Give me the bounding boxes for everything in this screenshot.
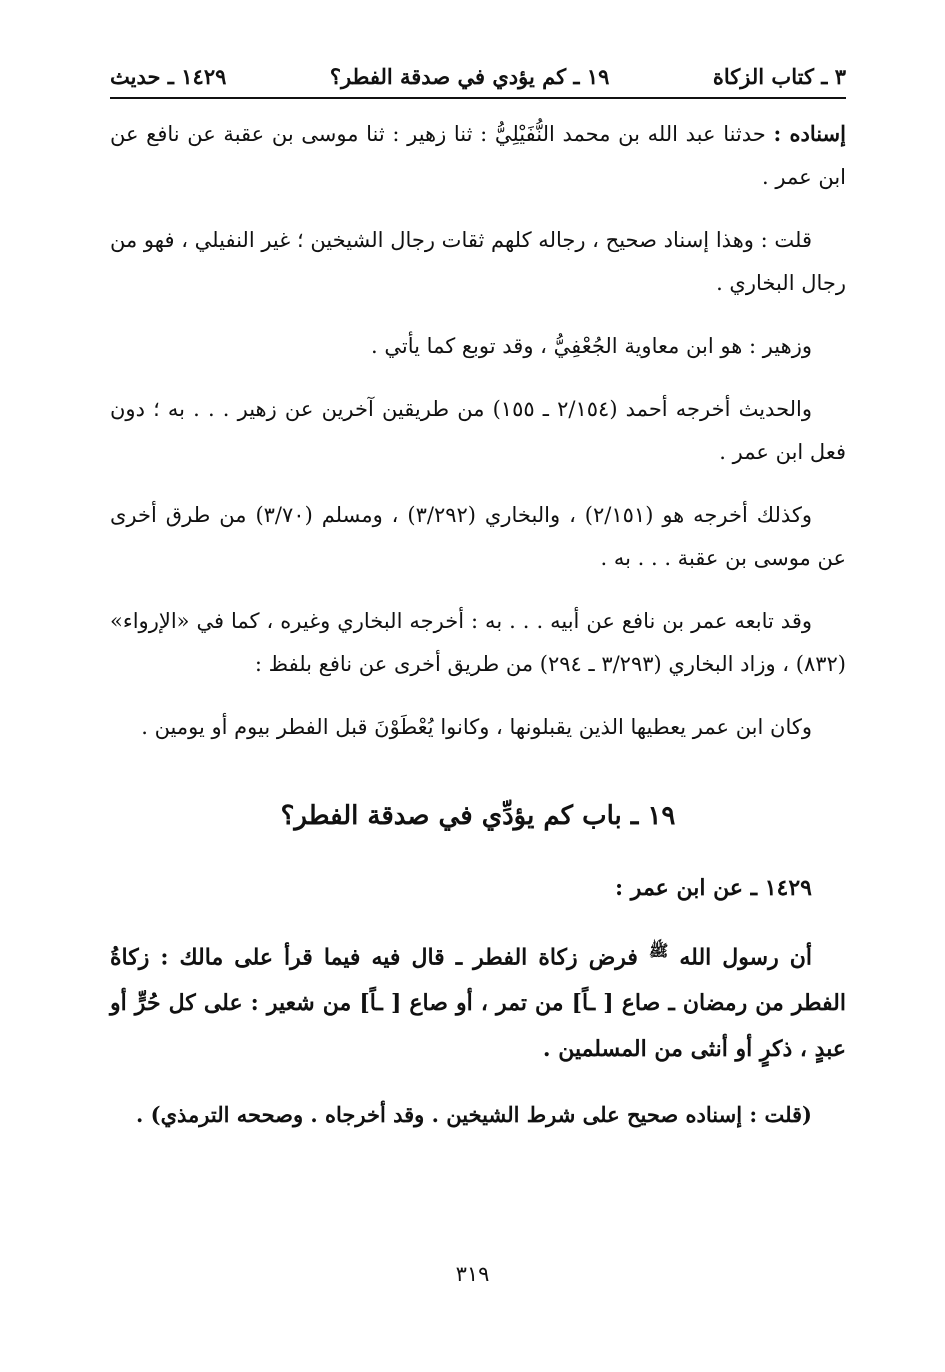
header-hadith-number: ١٤٢٩ ـ حديث xyxy=(110,63,227,89)
hadith-text-start: أن رسول الله xyxy=(679,944,812,971)
header-book-title: ٣ ـ كتاب الزكاة xyxy=(712,63,846,89)
hadith-text xyxy=(110,928,846,1072)
commentary-paragraph-1: قلت : وهذا إسناد صحيح ، رجاله كلهم ثقات رجال الشيخين ؛ غير النفيلي ، فهو من رجال البخاري . xyxy=(110,228,846,295)
hadith-text-rest: فرض زكاة الفطر ـ قال فيه فيما قرأ على مالك : زكاةُ الفطر من رمضان ـ صاع [ ـاً] من تمر ، أو صاع [ ـاً] من شعير : على كل حُرٍّ أو عبدٍ ، ذكرٍ أو أنثى من المسلمين . xyxy=(110,944,846,1063)
page-body xyxy=(110,112,846,1158)
commentary-paragraph-3: والحديث أخرجه أحمد (٢/١٥٤ ـ ١٥٥) من طريقين آخرين عن زهير . . . به ؛ دون فعل ابن عمر . xyxy=(110,397,846,464)
header-chapter-title: ١٩ ـ كم يؤدي في صدقة الفطر؟ xyxy=(329,63,610,89)
isnad-label: إسناده : xyxy=(773,121,846,146)
commentary-paragraph-4: وكذلك أخرجه هو (٢/١٥١) ، والبخاري (٣/٢٩٢) ، ومسلم (٣/٧٠) من طرق أخرى عن موسى بن عقبة . . . به . xyxy=(110,503,846,570)
page-number: ٣١٩ xyxy=(455,1262,490,1286)
commentary-paragraph-2: وزهير : هو ابن معاوية الجُعْفِيُّ ، وقد توبع كما يأتي . xyxy=(371,334,812,358)
isnad-text: حدثنا عبد الله بن محمد النُّفَيْلِيُّ : ثنا زهير : ثنا موسى بن عقبة عن نافع عن ابن عمر . xyxy=(110,122,846,189)
quoted-wording: وكان ابن عمر يعطيها الذين يقبلونها ، وكانوا يُعْطَوْنَ قبل الفطر بيوم أو يومين . xyxy=(141,715,812,739)
running-header xyxy=(110,58,846,94)
chapter-heading: ١٩ ـ باب كم يؤدِّي في صدقة الفطر؟ xyxy=(280,801,676,831)
commentary-paragraph-5: وقد تابعه عمر بن نافع عن أبيه . . . به : أخرجه البخاري وغيره ، كما في «الإرواء» (٨٣٢) ، وزاد البخاري (٣/٢٩٣ ـ ٢٩٤) من طريق أخرى عن نافع بلفظ : xyxy=(110,609,846,676)
salutation-glyph: ﷺ xyxy=(648,941,669,960)
header-divider xyxy=(110,97,846,99)
isnad-paragraph xyxy=(110,112,846,199)
hadith-number-line: ١٤٢٩ ـ عن ابن عمر : xyxy=(615,875,812,901)
authenticity-note: (قلت : إسناده صحيح على شرط الشيخين . وقد أخرجاه . وصححه الترمذي) . xyxy=(136,1102,812,1128)
